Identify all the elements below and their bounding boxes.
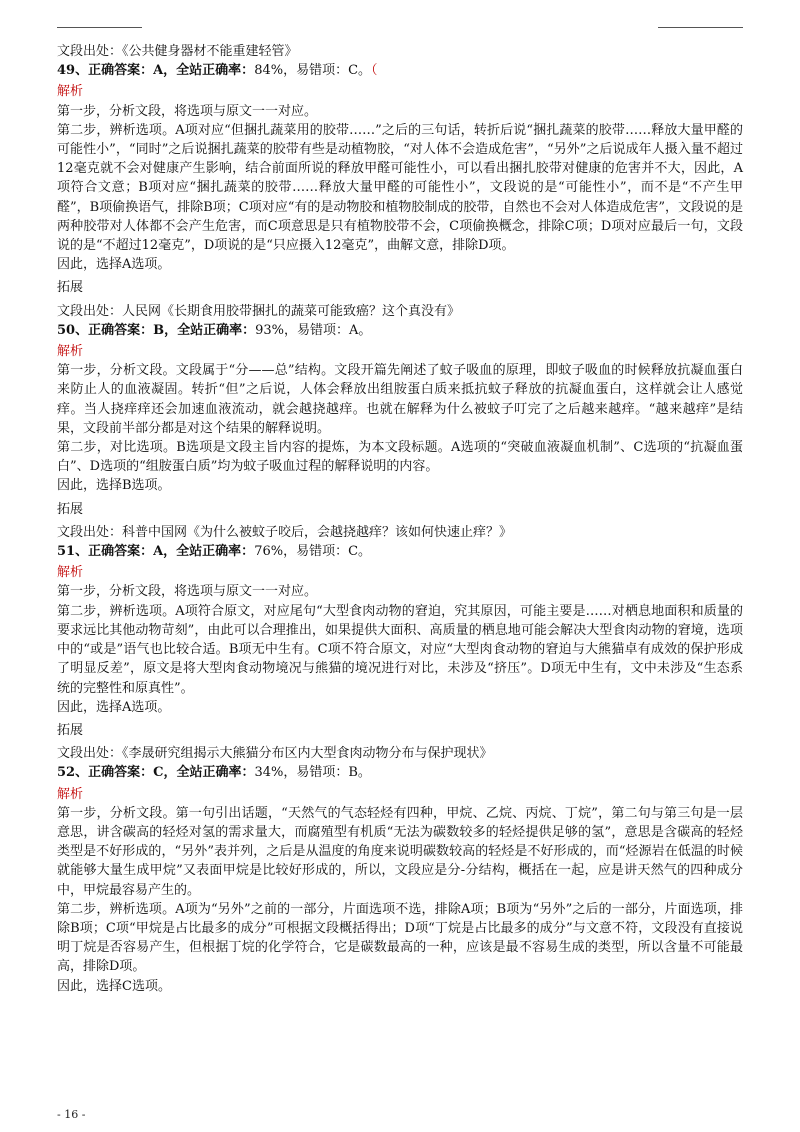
answer-line: [57, 61, 743, 80]
document-body: [57, 38, 743, 996]
extension-heading: 拓展: [57, 501, 84, 517]
analysis-heading: 解析: [57, 786, 84, 802]
answer-label: 51、正确答案：A，全站正确率：: [57, 544, 255, 560]
paragraph: 因此，选择A选项。: [57, 257, 171, 273]
extension-heading: 拓展: [57, 280, 84, 296]
answer-stats: 93%，易错项：A。: [255, 322, 372, 338]
paragraph: 第二步，辨析选项。A项为“另外”之前的一部分，片面选项不选，排除A项；B项为“另外”之后的一部分，片面选项，排除B项；C项“甲烷是占比最多的成分”可根据文段概括得出；D项“丁烷是占比最多的成分”与文意不符，文段没有直接说明丁烷是否容易产生，但根据丁烷的化学符合，它是碳数最高的一种，应该是最不容易生成的类型，所以含量不可能最高，排除D项。: [57, 901, 743, 975]
source-line: 文段出处：《公共健身器材不能重建轻管》: [57, 44, 298, 59]
extension-heading: 拓展: [57, 722, 84, 738]
header-rule-right: [658, 27, 743, 28]
paragraph: 第一步，分析文段，将选项与原文一一对应。: [57, 103, 318, 119]
paragraph: 因此，选择A选项。: [57, 699, 171, 715]
header-rule-left: [57, 27, 142, 28]
source-line: 文段出处：《李晟研究组揭示大熊猫分布区内大型食肉动物分布与保护现状》: [57, 746, 493, 762]
source-line: 文段出处：人民网《长期食用胶带捆扎的蔬菜可能致癌？这个真没有》: [57, 303, 461, 319]
paragraph: 第一步，分析文段，将选项与原文一一对应。: [57, 584, 318, 600]
paragraph: 因此，选择B选项。: [57, 478, 171, 494]
source-line: 文段出处：科普中国网《为什么被蚊子咬后，会越挠越痒？该如何快速止痒？》: [57, 524, 513, 540]
paragraph: 第一步，分析文段。文段属于“分——总”结构。文段开篇先阐述了蚊子吸血的原理，即蚊子吸血的时候释放抗凝血蛋白来防止人的血液凝固。转折“但”之后说，人体会释放出组胺蛋白质来抵抗蚊子释放的抗凝血蛋白，这样就会让人感觉痒。当人挠痒痒还会加速血液流动，就会越挠越痒。也就在解释为什么被蚊子叮完了之后越来越痒。“越来越痒”是结果，文段前半部分都是对这个结果的解释说明。: [57, 363, 743, 436]
answer-line: [57, 763, 743, 782]
answer-line: [57, 542, 743, 561]
paragraph: 第一步，分析文段。第一句引出话题，“天然气的气态轻烃有四种，甲烷、乙烷、丙烷、丁烷”，第二句与第三句是一层意思，讲含碳高的轻烃对氢的需求量大，而腐殖型有机质“无法为碳数较多的轻烃提供足够的氢”，意思是含碳高的轻烃类型是不好形成的，“另外”表并列，之后是从温度的角度来说明碳数较高的轻烃是不好形成的，而“烃源岩在低温的时候就能够大量生成甲烷”又表面甲烷是比较好形成的，所以，文段应是分-分结构，概括在一起，应是讲天然气的四种成分中，甲烷最容易产生的。: [57, 805, 743, 898]
analysis-heading: 解析: [57, 565, 84, 581]
answer-label: 50、正确答案：B，全站正确率：: [57, 322, 256, 338]
answer-stats: 84%，易错项：C。: [254, 63, 372, 79]
answer-label: 52、正确答案：C，全站正确率：: [57, 765, 255, 781]
answer-mark: （: [371, 63, 378, 79]
paragraph: 因此，选择C选项。: [57, 978, 171, 994]
analysis-heading: 解析: [57, 344, 84, 360]
answer-line: [57, 321, 743, 340]
paragraph: 第二步，辨析选项。A项对应“但捆扎蔬菜用的胶带……”之后的三句话，转折后说“捆扎蔬菜的胶带……释放大量甲醛的可能性小”，“同时”之后说捆扎蔬菜的胶带有些是动植物胶，“对人体不会造成危害”，“另外”之后说成年人摄入量不超过12毫克就不会对健康产生影响，结合前面所说的释放甲醛可能性小，可以看出捆扎胶带对健康的危害并不大，因此，A项符合文意；B项对应“捆扎蔬菜的胶带……释放大量甲醛的可能性小”，文段说的是“可能性小”，而不是“不产生甲醛”，B项偷换语气，排除B项；C项对应“有的是动物胶和植物胶制成的胶带，自然也不会对人体造成危害”，文段说的是两种胶带对人体都不会产生危害，而C项意思是只有植物胶带不会，C项偷换概念，排除C项；D项对应最后一句，文段说的是“不超过12毫克”，D项说的是“只应摄入12毫克”，曲解文意，排除D项。: [57, 122, 743, 254]
analysis-heading: 解析: [57, 84, 84, 100]
answer-stats: 76%，易错项：C。: [254, 544, 372, 560]
answer-stats: 34%，易错项：B。: [254, 765, 371, 781]
paragraph: 第二步，对比选项。B选项是文段主旨内容的提炼，为本文段标题。A选项的“突破血液凝血机制”、C选项的“抗凝血蛋白”、D选项的“组胺蛋白质”均为蚊子吸血过程的解释说明的内容。: [57, 440, 743, 475]
page-number: - 16 -: [57, 1108, 86, 1121]
answer-label: 49、正确答案：A，全站正确率：: [57, 63, 255, 79]
paragraph: 第二步，辨析选项。A项符合原文，对应尾句“大型食肉动物的窘迫，究其原因，可能主要是……对栖息地面积和质量的要求远比其他动物苛刻”，由此可以合理推出，如果提供大面积、高质量的栖息地可能会解决大型食肉动物的窘境，选项中的“或是”语气也比较合适。B项无中生有。C项不符合原文，对应“大型肉食动物的窘迫与大熊猫卓有成效的保护形成了明显反差”，原文是将大型肉食动物境况与熊猫的境况进行对比，未涉及“挤压”。D项无中生有，文中未涉及“生态系统的完整性和原真性”。: [57, 603, 743, 696]
